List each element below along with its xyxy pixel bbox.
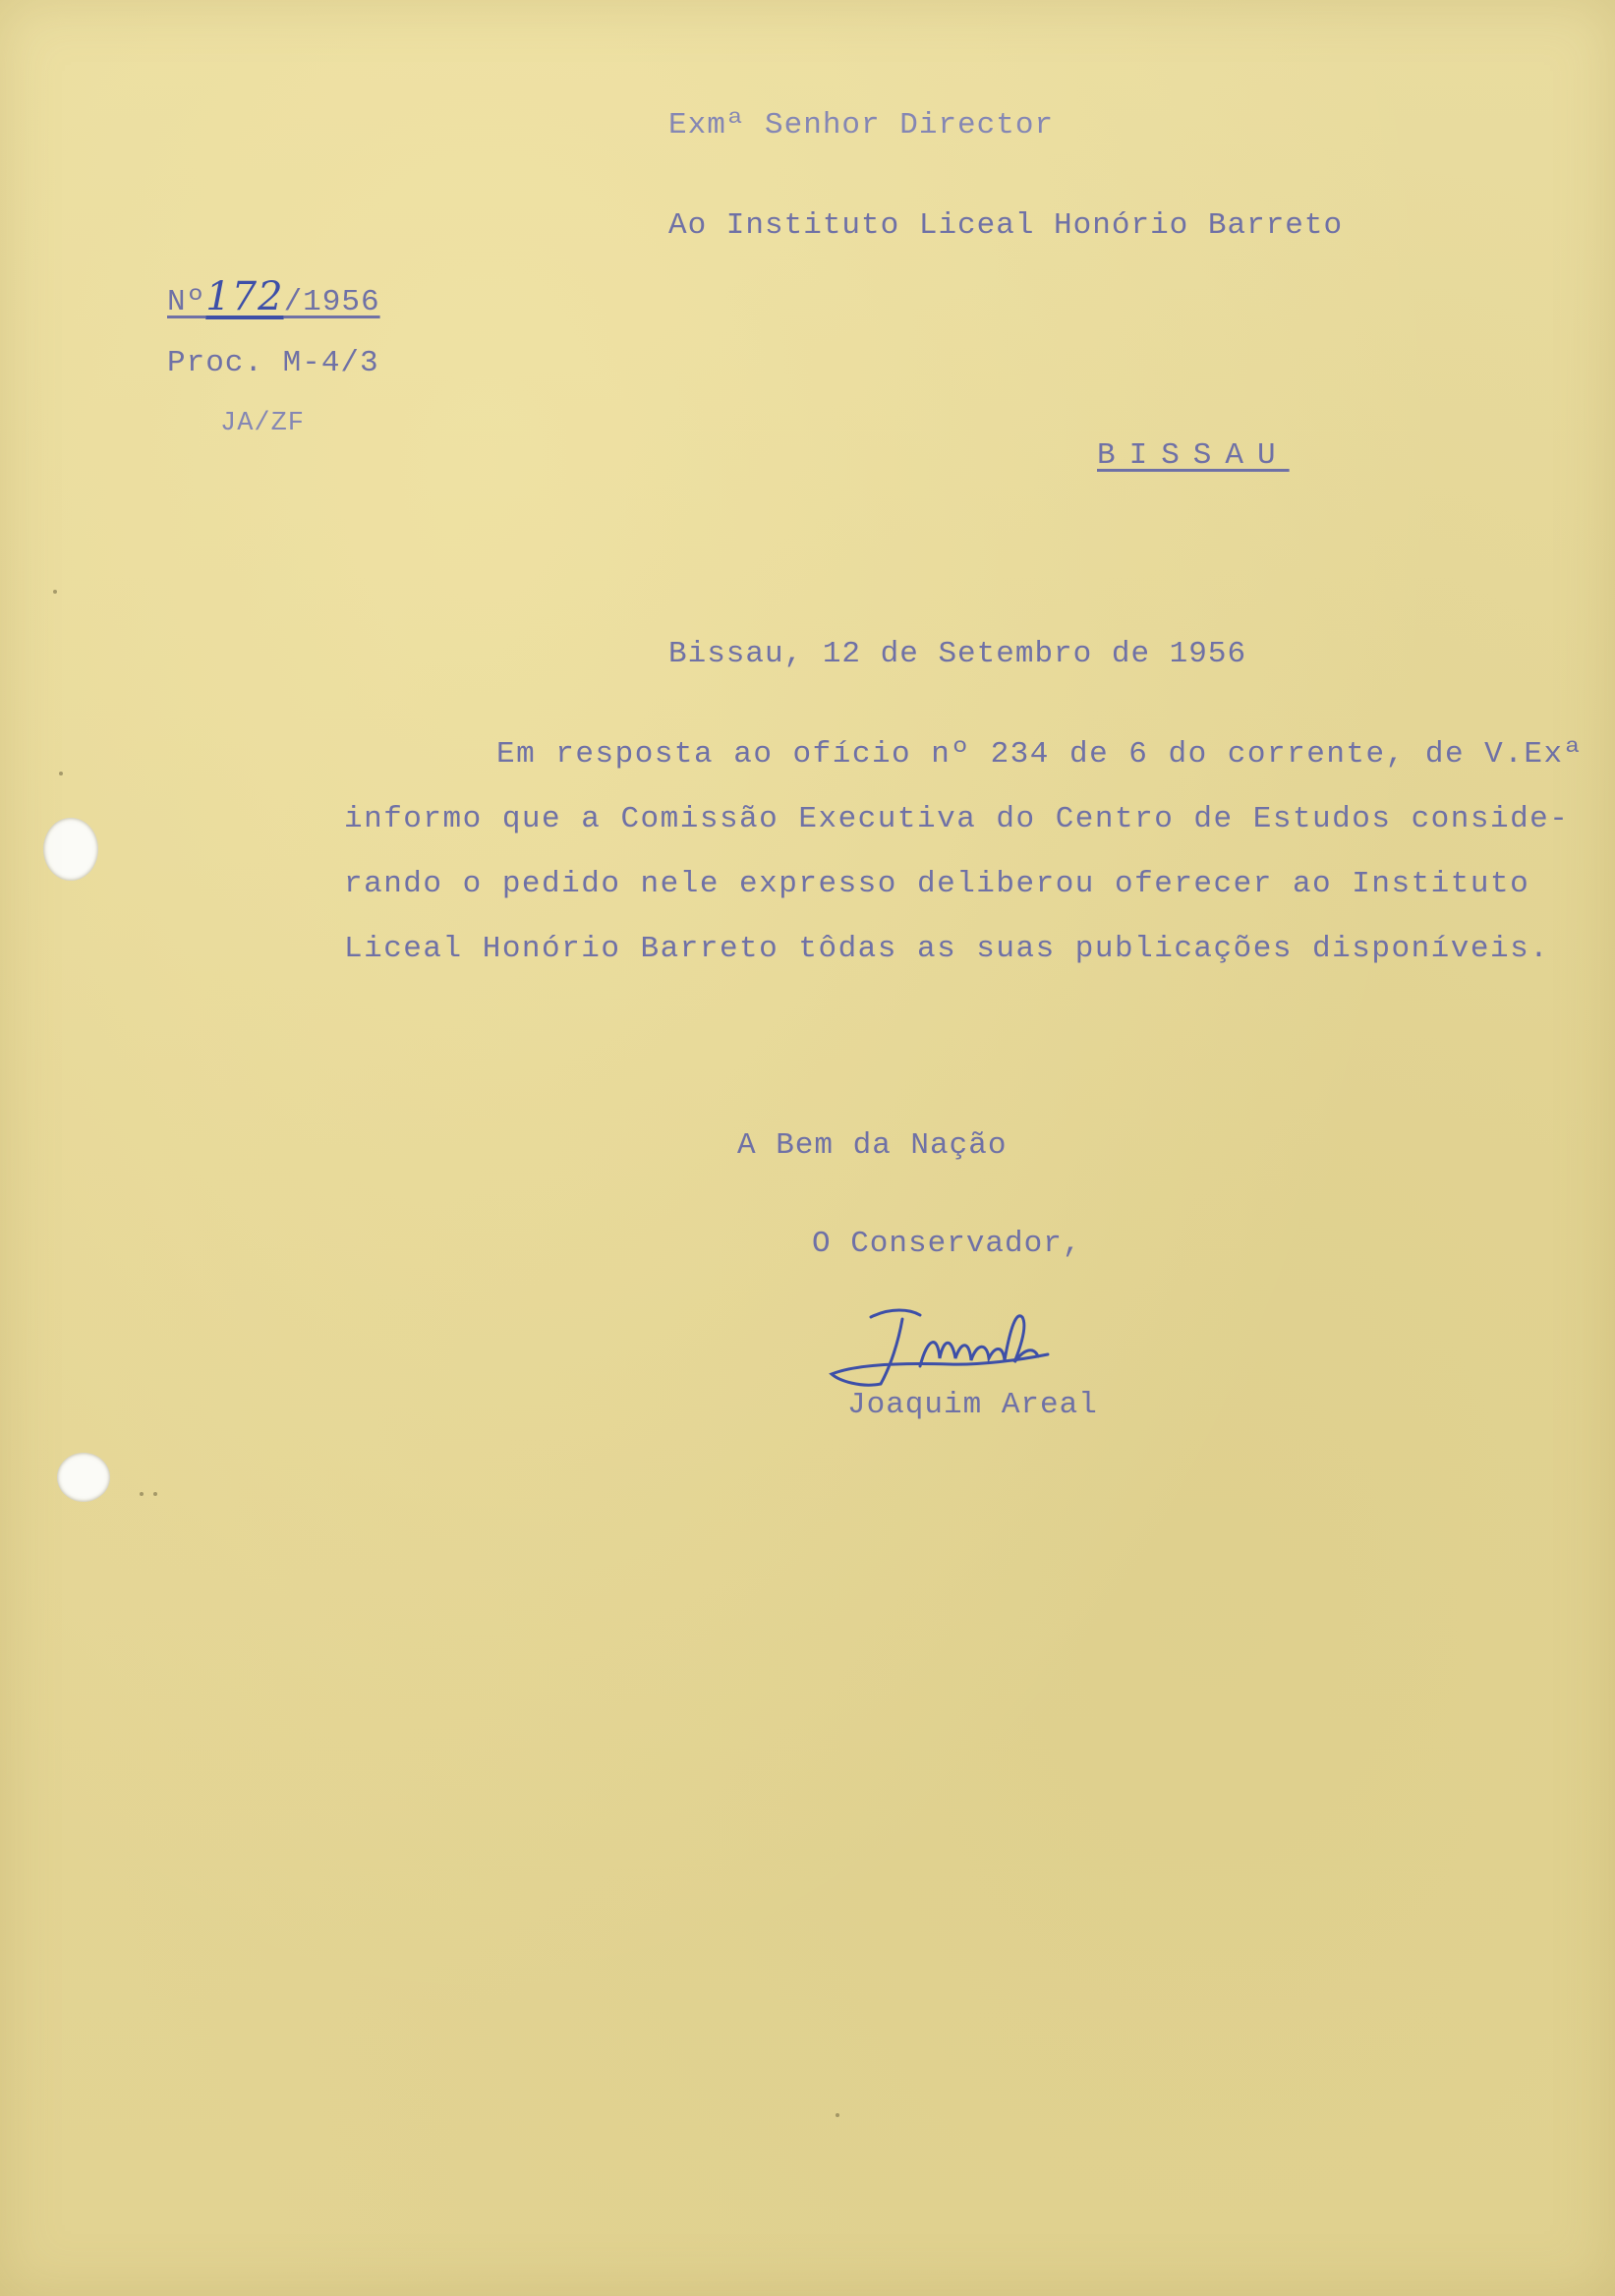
paper-speck bbox=[140, 1492, 144, 1496]
signatory-title: O Conservador, bbox=[812, 1227, 1082, 1261]
paper-speck bbox=[836, 2113, 839, 2117]
paper-speck bbox=[53, 590, 57, 594]
body-line-4: Liceal Honório Barreto tôdas as suas publicações disponíveis. bbox=[344, 932, 1550, 966]
paper-speck bbox=[153, 1492, 157, 1496]
reference-number-handwritten: 172 bbox=[205, 274, 284, 319]
body-line-1: Em resposta ao ofício nº 234 de 6 do corrente, de V.Exª bbox=[496, 737, 1584, 772]
process-reference: Proc. M-4/3 bbox=[167, 346, 379, 380]
body-line-3: rando o pedido nele expresso deliberou oferecer ao Instituto bbox=[344, 867, 1530, 901]
paper-speck bbox=[59, 772, 63, 775]
addressee-line-1: Exmª Senhor Director bbox=[668, 108, 1055, 143]
punch-hole-upper bbox=[43, 818, 98, 881]
closing-salutation: A Bem da Nação bbox=[737, 1128, 1008, 1163]
addressee-line-2: Ao Instituto Liceal Honório Barreto bbox=[668, 208, 1344, 243]
reference-number-prefix: Nº bbox=[167, 285, 206, 319]
punch-hole-lower bbox=[57, 1453, 110, 1502]
signatory-name: Joaquim Areal bbox=[847, 1388, 1098, 1422]
body-line-2: informo que a Comissão Executiva do Centro de Estudos conside- bbox=[344, 802, 1570, 836]
reference-number bbox=[167, 274, 380, 319]
date-line: Bissau, 12 de Setembro de 1956 bbox=[668, 637, 1247, 671]
reference-number-year: /1956 bbox=[283, 285, 380, 319]
destination-city: BISSAU bbox=[1097, 438, 1290, 473]
typist-initials: JA/ZF bbox=[220, 409, 306, 438]
